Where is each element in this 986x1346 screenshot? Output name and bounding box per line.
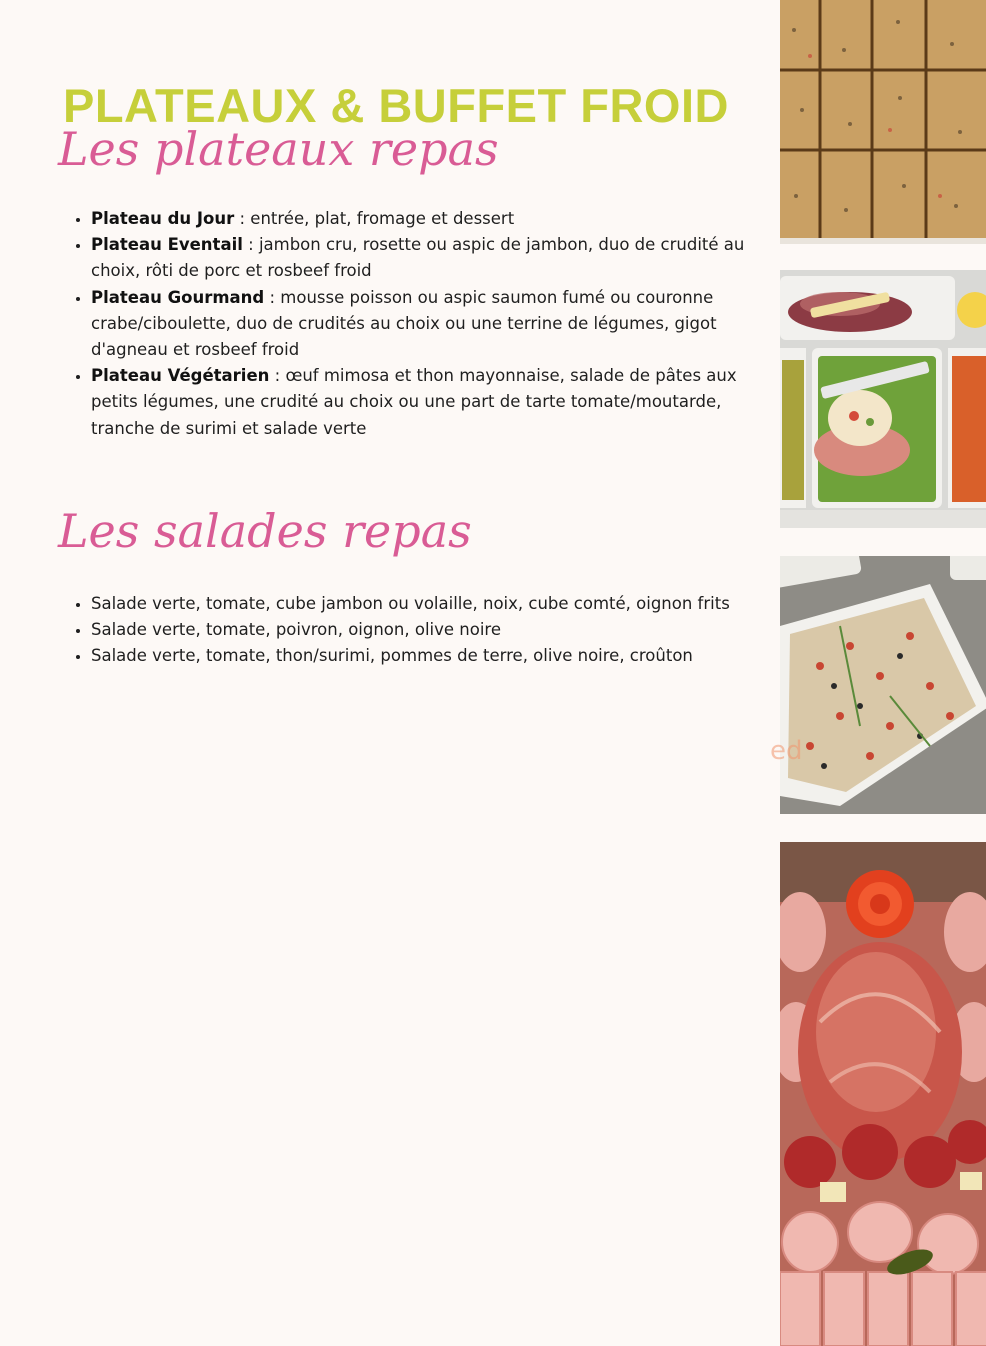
list-item [91,232,751,284]
list-item [91,285,751,364]
page-title: PLATEAUX & BUFFET FROID [63,79,729,132]
plateaux-list [70,206,751,442]
item-name: Plateau Végétarien [91,366,270,386]
item-description: : entrée, plat, fromage et dessert [234,209,515,228]
list-item [91,363,751,442]
cake-slices-photo [780,0,986,244]
list-item: • Salade verte, tomate, poivron, oignon, olive noire [91,617,751,643]
list-item: • Salade verte, tomate, thon/surimi, pommes de terre, olive noire, croûton [91,643,751,669]
item-name: Plateau du Jour [91,209,235,228]
item-name: Plateau Eventail [91,235,243,255]
item-description: : jambon cru, rosette ou aspic de jambon, duo de crudité au choix, rôti de porc et rosbeef froid [91,235,745,281]
plateaux-heading: Les plateaux repas [58,122,499,176]
meal-tray-photo [780,270,986,528]
item-name: Plateau Gourmand [91,287,265,307]
charcuterie-platter-photo [780,842,986,1346]
salades-list [70,591,751,670]
pasta-salad-photo [780,556,986,814]
item-description: : mousse poisson ou aspic saumon fumé ou couronne crabe/ciboulette, duo de crudités au choix ou une terrine de légumes, gigot d'agneau et rosbeef froid [91,287,717,360]
list-item [91,206,751,232]
salades-heading: Les salades repas [58,504,472,558]
list-item: • Salade verte, tomate, cube jambon ou volaille, noix, cube comté, oignon frits [91,591,751,617]
watermark: ed [770,736,803,766]
item-description: : œuf mimosa et thon mayonnaise, salade de pâtes aux petits légumes, une crudité au choix ou une part de tarte tomate/moutarde, tranche de surimi et salade verte [91,366,737,438]
